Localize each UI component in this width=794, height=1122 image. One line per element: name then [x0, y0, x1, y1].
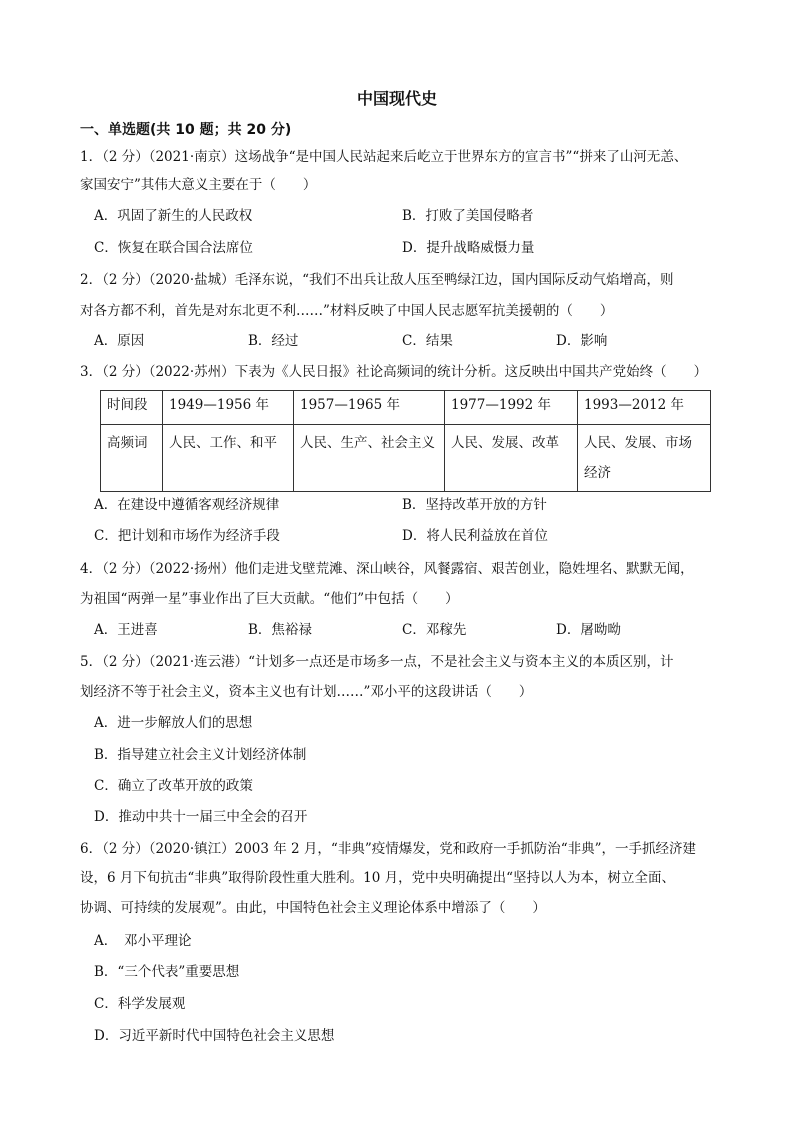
page-title: 中国现代史: [356, 89, 437, 108]
question-3-option-b: B．坚持改革开放的方针: [402, 497, 547, 513]
question-4-line-1: 4．（2 分）（2022·扬州）他们走进戈壁荒滩、深山峡谷，风餐露宿、艰苦创业，隐姓埋名、默默无闻，: [80, 561, 694, 577]
table-cell: 人民、发展、改革: [445, 425, 578, 492]
question-4-option-d: D．屠呦呦: [556, 622, 621, 638]
table-cell: 人民、工作、和平: [163, 425, 294, 492]
question-2-option-d: D．影响: [556, 333, 608, 349]
question-1-line-2: 家国安宁”其伟大意义主要在于（ ）: [80, 177, 317, 193]
table-cell: 时间段: [101, 391, 163, 425]
question-5-option-c: C．确立了改革开放的政策: [94, 778, 253, 794]
question-5-option-d: D．推动中共十一届三中全会的召开: [94, 809, 308, 825]
question-6-option-b: B．“三个代表”重要思想: [94, 964, 240, 980]
question-6-option-d: D．习近平新时代中国特色社会主义思想: [94, 1028, 335, 1044]
question-1-option-a: A．巩固了新生的人民政权: [94, 208, 253, 224]
question-3-line-1: 3．（2 分）（2022·苏州）下表为《人民日报》社论高频词的统计分析。这反映出中国共产党始终（ ）: [80, 364, 708, 380]
question-3-option-c: C．把计划和市场作为经济手段: [94, 528, 280, 544]
table-cell: 1993—2012 年: [578, 391, 711, 425]
question-3-option-a: A．在建设中遵循客观经济规律: [94, 497, 280, 513]
table-cell: 高频词: [101, 425, 163, 492]
table-row: [101, 425, 711, 492]
question-4-option-b: B．焦裕禄: [248, 622, 312, 638]
table-cell: 1949—1956 年: [163, 391, 294, 425]
table-cell: 1977—1992 年: [445, 391, 578, 425]
question-4-line-2: 为祖国“两弹一星”事业作出了巨大贡献。“他们”中包括（ ）: [80, 591, 459, 607]
table-cell: 人民、生产、社会主义: [294, 425, 445, 492]
keyword-table: [100, 390, 711, 492]
section-heading: 一、单选题(共 10 题；共 20 分): [80, 122, 292, 138]
question-1-option-d: D．提升战略威慑力量: [402, 240, 535, 256]
table-cell: 人民、发展、市场经济: [578, 425, 711, 492]
question-6-line-1: 6．（2 分）（2020·镇江）2003 年 2 月，“非典”疫情爆发，党和政府一手抓防治“非典”，一手抓经济建: [80, 841, 697, 857]
question-5-line-1: 5．（2 分）（2021·连云港）“计划多一点还是市场多一点，不是社会主义与资本主义的本质区别，计: [80, 654, 674, 670]
table-row: [101, 391, 711, 425]
question-4-option-c: C．邓稼先: [402, 622, 467, 638]
question-2-option-a: A．原因: [94, 333, 145, 349]
question-1-option-b: B．打败了美国侵略者: [402, 208, 534, 224]
question-1-option-c: C．恢复在联合国合法席位: [94, 240, 253, 256]
question-5-option-a: A．进一步解放人们的思想: [94, 715, 253, 731]
question-6-line-3: 协调、可持续的发展观”。由此，中国特色社会主义理论体系中增添了（ ）: [80, 900, 546, 916]
question-2-option-b: B．经过: [248, 333, 299, 349]
question-6-option-a: A． 邓小平理论: [94, 933, 192, 949]
table-cell: 1957—1965 年: [294, 391, 445, 425]
question-4-option-a: A．王进喜: [94, 622, 158, 638]
question-5-option-b: B．指导建立社会主义计划经济体制: [94, 747, 307, 763]
question-3-option-d: D．将人民利益放在首位: [402, 528, 548, 544]
question-1-line-1: 1．（2 分）（2021·南京）这场战争“是中国人民站起来后屹立于世界东方的宣言书”“拼来了山河无恙、: [80, 149, 688, 165]
question-5-line-2: 划经济不等于社会主义，资本主义也有计划……”邓小平的这段讲话（ ）: [80, 684, 533, 700]
question-2-option-c: C．结果: [402, 333, 453, 349]
question-6-line-2: 设，6 月下旬抗击“非典”取得阶段性重大胜利。10 月，党中央明确提出“坚持以人为本，树立全面、: [80, 870, 676, 886]
question-6-option-c: C．科学发展观: [94, 996, 186, 1012]
question-2-line-1: 2．（2 分）（2020·盐城）毛泽东说，“我们不出兵让敌人压至鸭绿江边，国内国际反动气焰增高，则: [80, 272, 674, 288]
question-2-line-2: 对各方都不利，首先是对东北更不利……”材料反映了中国人民志愿军抗美援朝的（ ）: [80, 303, 614, 319]
